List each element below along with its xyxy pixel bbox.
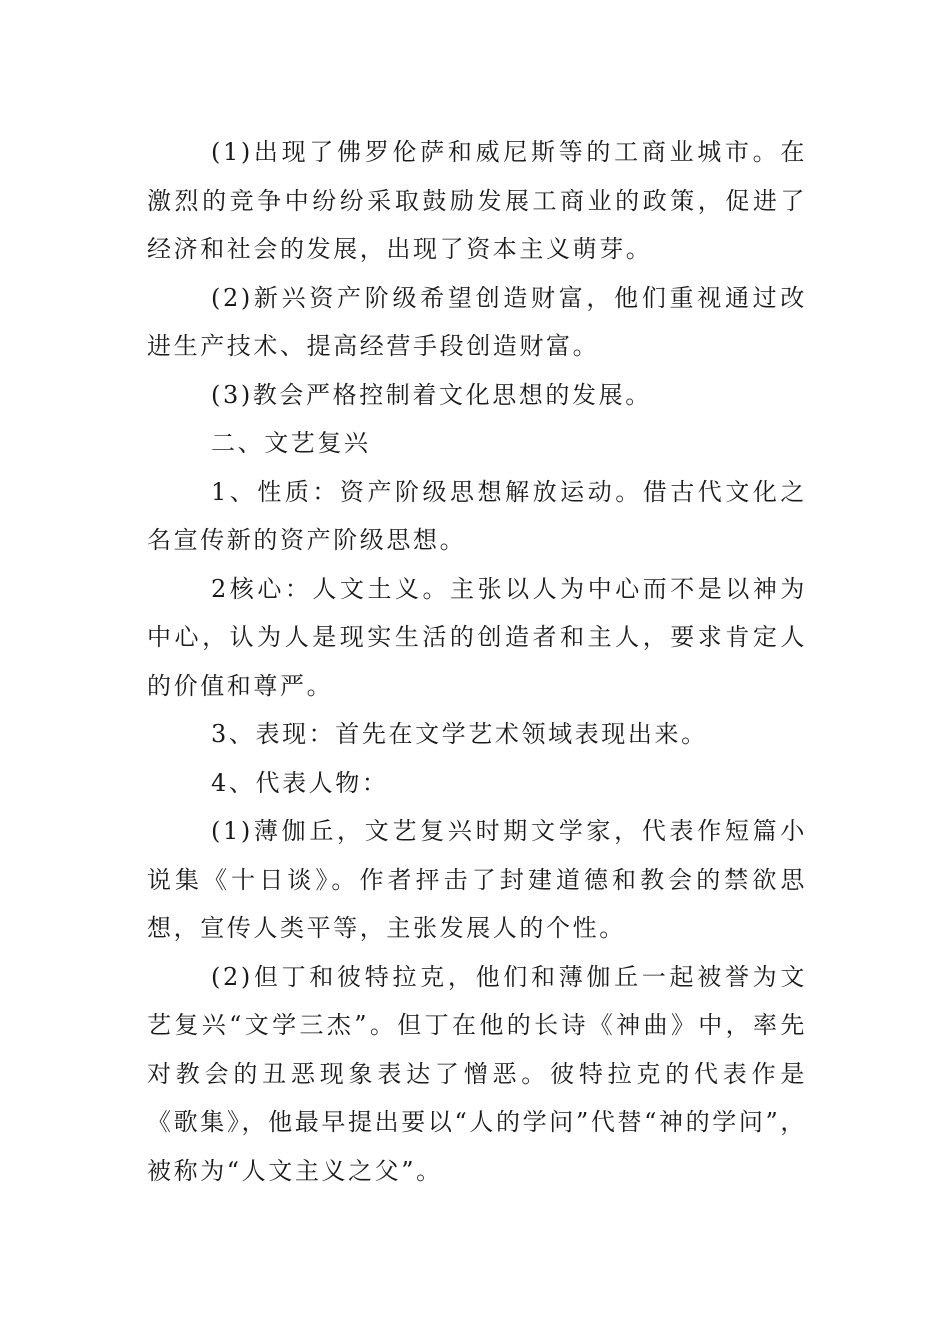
paragraph-economic-conditions: (1)出现了佛罗伦萨和威尼斯等的工商业城市。在激烈的竞争中纷纷采取鼓励发展工商业的政策，促进了经济和社会的发展，出现了资本主义萌芽。 [147, 138, 807, 263]
paragraph-core: 2核心：人文土义。主张以人为中心而不是以神为中心，认为人是现实生活的创造者和主人，要求肯定人的价值和尊严。 [147, 574, 807, 700]
section-heading-renaissance: 二、文艺复兴 [211, 429, 371, 457]
paragraph-church-control: (3)教会严格控制着文化思想的发展。 [211, 380, 652, 409]
paragraph-representatives-heading: 4、代表人物： [211, 768, 389, 797]
paragraph-boccaccio: (1)薄伽丘，文艺复兴时期文学家，代表作短篇小说集《十日谈》。作者抨击了封建道德和教会的禁欲思想，宣传人类平等，主张发展人的个性。 [147, 817, 807, 942]
document-body [147, 128, 807, 1195]
paragraph-nature: 1、性质：资产阶级思想解放运动。借古代文化之名宣传新的资产阶级思想。 [147, 477, 807, 554]
paragraph-manifestation: 3、表现：首先在文学艺术领域表现出来。 [211, 720, 708, 748]
paragraph-dante-petrarch: (2)但丁和彼特拉克，他们和薄伽丘一起被誉为文艺复兴“文学三杰”。但丁在他的长诗《神曲》中，率先对教会的丑恶现象表达了憎恶。彼特拉克的代表作是《歌集》，他最早提出要以“人的学问”代替“神的学问”，被称为“人文主义之父”。 [147, 962, 807, 1185]
paragraph-bourgeoisie: (2)新兴资产阶级希望创造财富，他们重视通过改进生产技术、提高经营手段创造财富。 [147, 283, 807, 360]
